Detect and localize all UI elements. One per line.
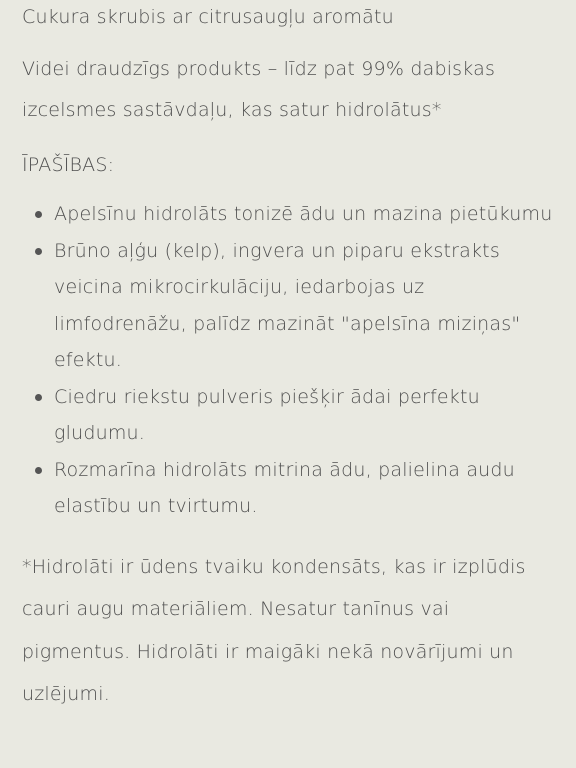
list-item bbox=[22, 452, 556, 525]
product-title: Cukura skrubis ar citrusaugļu aromātu bbox=[22, 6, 394, 28]
bullet-icon bbox=[35, 211, 42, 218]
list-item-text: Rozmarīna hidrolāts mitrina ādu, palielina audu elastību un tvirtumu. bbox=[54, 458, 515, 517]
footnote: *Hidrolāti ir ūdens tvaiku kondensāts, kas ir izplūdis cauri augu materiāliem. Nesatur tanīnus vai pigmentus. Hidrolāti ir maigāki nekā novārījumi un uzlējumi. bbox=[22, 555, 526, 705]
properties-heading: ĪPAŠĪBAS: bbox=[22, 154, 115, 176]
bullet-icon bbox=[35, 248, 42, 255]
list-item bbox=[22, 233, 556, 379]
properties-list bbox=[22, 196, 556, 525]
list-item bbox=[22, 196, 556, 233]
list-item bbox=[22, 379, 556, 452]
intro-paragraph: Videi draudzīgs produkts – līdz pat 99% dabiskas izcelsmes sastāvdaļu, kas satur hidrolātus* bbox=[22, 58, 496, 121]
bullet-icon bbox=[35, 394, 42, 401]
list-item-text: Ciedru riekstu pulveris piešķir ādai perfektu gludumu. bbox=[54, 385, 480, 444]
bullet-icon bbox=[35, 467, 42, 474]
list-item-text: Apelsīnu hidrolāts tonizē ādu un mazina pietūkumu bbox=[54, 203, 553, 225]
list-item-text: Brūno aļģu (kelp), ingvera un piparu ekstrakts veicina mikrocirkulāciju, iedarbojas uz limfodrenāžu, palīdz mazināt "apelsīna miziņas" efektu. bbox=[54, 239, 521, 371]
